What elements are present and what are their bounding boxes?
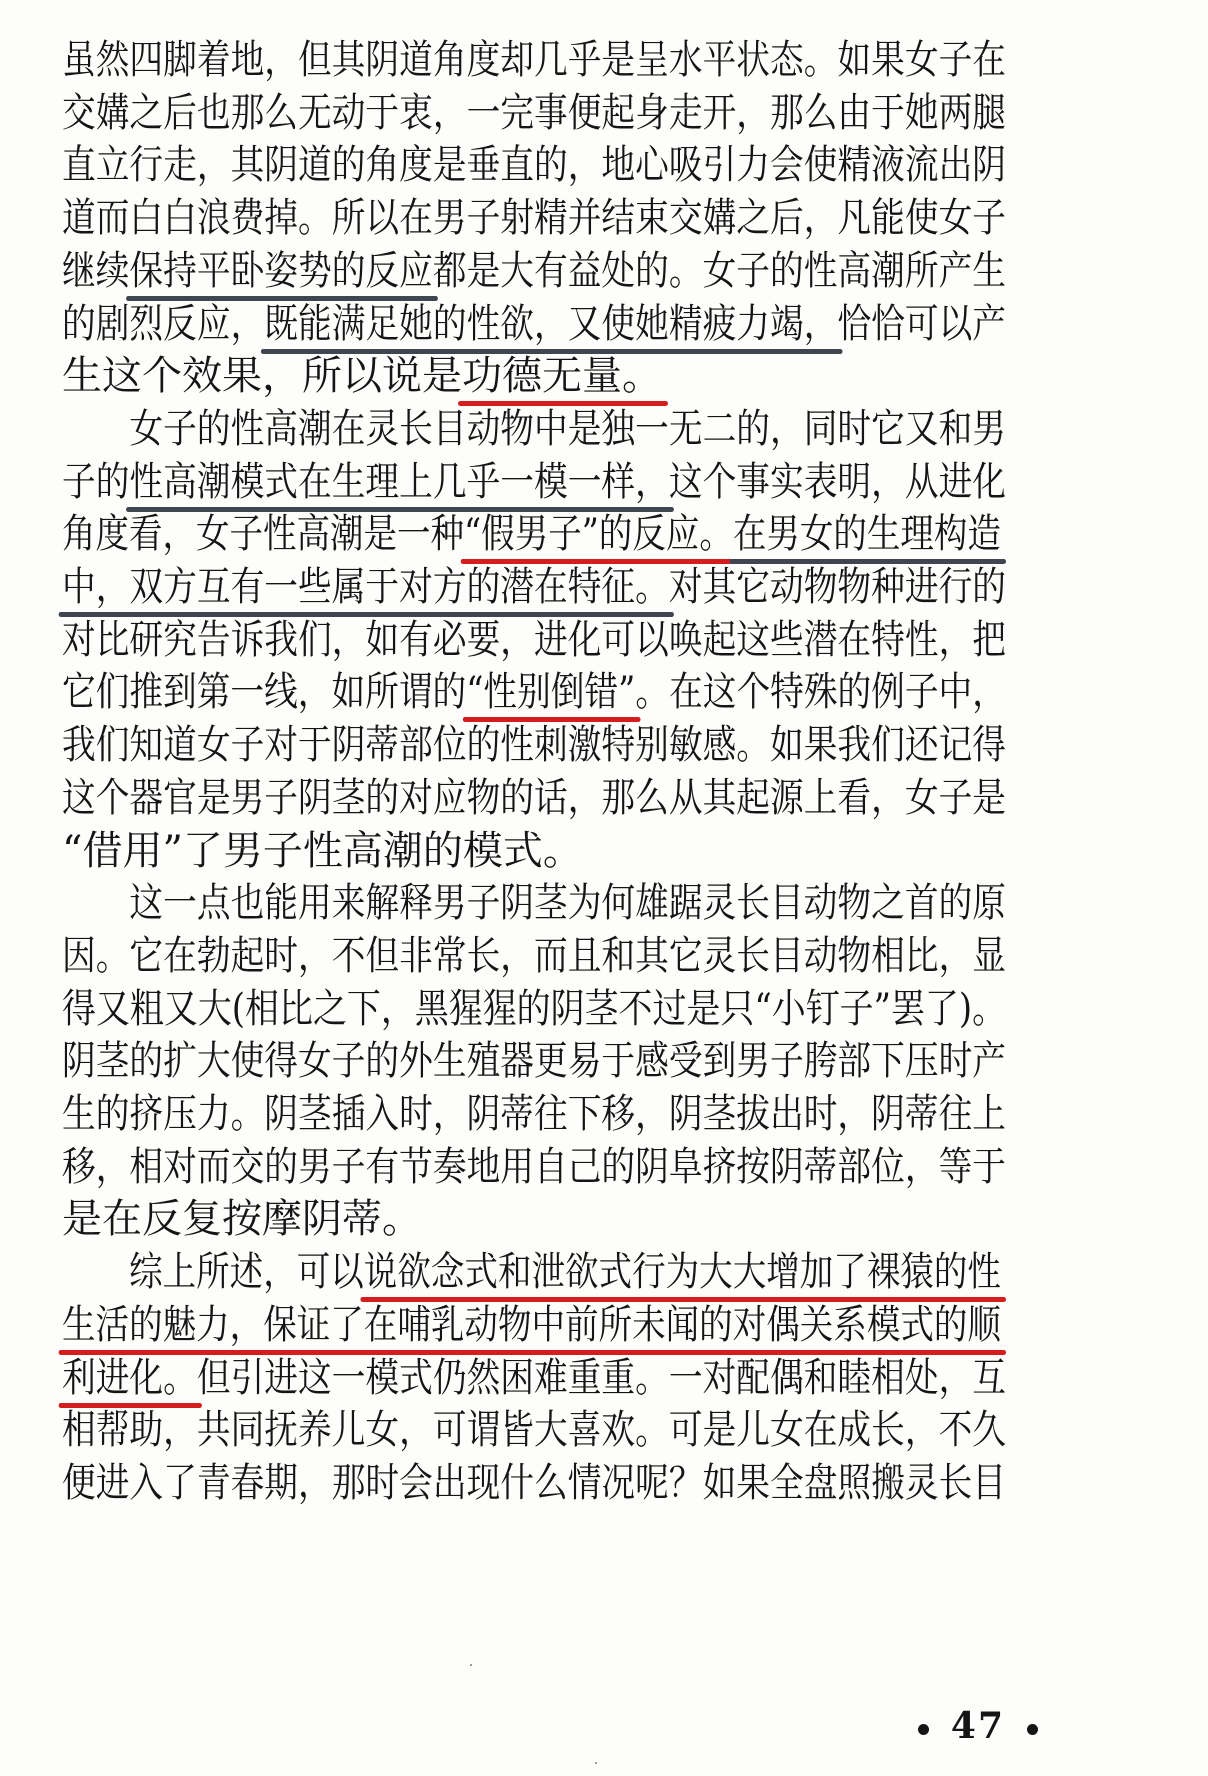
print-speck xyxy=(470,1664,472,1666)
text-segment: 的剧烈反应， xyxy=(62,300,265,347)
highlighted-phrase-red: 功德无量。 xyxy=(462,353,662,400)
text-segment: 生这个效果，所以说是 xyxy=(62,353,462,400)
text-segment: 是在反复按摩阴蒂。 xyxy=(62,1196,422,1243)
text-line xyxy=(62,348,662,404)
text-line xyxy=(62,137,1006,193)
text-line xyxy=(62,1350,1006,1406)
highlighted-phrase-grey: 中，双方互有一些属于对方的潜在特征。 xyxy=(62,564,669,610)
text-line xyxy=(62,717,1006,773)
text-segment: 因。它在勃起时，不但非常长，而且和其它灵长目动物相比，显 xyxy=(62,932,1006,979)
text-segment: 这个事实表明，从进化 xyxy=(668,458,1006,505)
page-footer xyxy=(896,1705,1060,1747)
highlighted-phrase-red: 利进化。 xyxy=(62,1354,197,1401)
text-segment: 我们知道女子对于阴蒂部位的性刺激特别敏感。如果我们还记得 xyxy=(62,722,1006,769)
text-segment: 移，相对而交的男子有节奏地用自己的阴阜挤按阴蒂部位，等于 xyxy=(62,1143,1006,1190)
text-line xyxy=(62,506,1001,562)
text-line xyxy=(62,1033,1006,1089)
text-segment: 对比研究告诉我们，如有必要，进化可以唤起这些潜在特性，把 xyxy=(62,616,1006,663)
text-line xyxy=(62,1455,1006,1511)
highlighted-phrase-grey: 在男女的生理构造 xyxy=(732,511,1001,558)
highlighted-phrase-red: “性别倒错” xyxy=(466,669,636,716)
text-segment: 虽然四脚着地，但其阴道角度却几乎是呈水平状态。如果女子在 xyxy=(62,37,1006,83)
text-segment: 便进入了青春期，那时会出现什么情况呢？如果全盘照搬灵长目 xyxy=(62,1459,1006,1506)
text-segment: 综上所述，可以 xyxy=(62,1249,364,1296)
text-segment: 阴茎的扩大使得女子的外生殖器更易于感受到男子胯部下压时产 xyxy=(62,1038,1006,1085)
text-segment: 子的 xyxy=(62,458,130,505)
text-segment: 它们推到第一线，如所谓的 xyxy=(62,669,467,716)
text-line xyxy=(62,664,1006,720)
text-line xyxy=(62,32,1006,88)
text-line xyxy=(62,875,1006,931)
text-segment: 对其它动物物种进行的 xyxy=(668,564,1006,610)
text-line xyxy=(62,1191,422,1247)
text-segment: 角度看，女子性高潮是一种 xyxy=(62,511,465,558)
text-line xyxy=(62,1402,1006,1458)
text-segment: 女子的性高潮在灵长目动物中是独一无二的，同时它又和男 xyxy=(62,405,1006,452)
print-speck xyxy=(595,1762,597,1764)
text-segment: 。在这个特殊的例子中， xyxy=(635,669,1006,716)
text-line xyxy=(62,981,1006,1037)
text-segment: 恰恰可以产 xyxy=(837,300,1006,347)
highlighted-phrase-grey: 性高潮模式在生理上几乎一模一样， xyxy=(129,458,669,505)
text-line xyxy=(62,296,1006,352)
text-segment: 道而白白浪费掉。所以在男子射精并结束交媾之后，凡能使女子 xyxy=(62,195,1006,242)
text-segment: 继续 xyxy=(62,247,130,294)
text-line xyxy=(62,823,583,879)
text-segment: 相帮助，共同抚养儿女，可谓皆大喜欢。可是儿女在成长，不久 xyxy=(62,1407,1006,1454)
highlighted-phrase-grey: 保持平卧姿势的反应 xyxy=(129,247,433,294)
bullet-dot-right xyxy=(1027,1724,1038,1735)
text-segment: 这个器官是男子阴茎的对应物的话，那么从其起源上看，女子是 xyxy=(62,774,1006,821)
text-segment: 得又粗又大(相比之下，黑猩猩的阴茎不过是只“小钉子”罢了)。 xyxy=(62,985,1007,1032)
text-line xyxy=(62,190,1006,246)
text-segment: 生的挤压力。阴茎插入时，阴蒂往下移，阴茎拔出时，阴蒂往上 xyxy=(62,1091,1006,1137)
text-segment: 都是大有益处的。女子的性高潮所产生 xyxy=(432,247,1006,294)
highlighted-phrase-red: “假男子”的反应。 xyxy=(464,511,733,558)
page-number: 47 xyxy=(950,1705,1005,1747)
highlighted-phrase-grey: 既能满足她的性欲，又使她精疲力竭， xyxy=(264,300,838,347)
text-segment: 这一点也能用来解释男子阴茎为何雄踞灵长目动物之首的原 xyxy=(62,880,1006,927)
text-line xyxy=(62,1139,1006,1195)
text-segment: 但引进这一模式仍然困难重重。一对配偶和睦相处，互 xyxy=(196,1354,1006,1401)
text-segment: 直立行走，其阴道的角度是垂直的，地心吸引力会使精液流出阴 xyxy=(62,142,1006,189)
highlighted-phrase-red: 说欲念式和泄欲式行为大大增加了裸猿的性 xyxy=(363,1249,1001,1296)
text-line xyxy=(62,85,1006,141)
text-line xyxy=(62,770,1006,826)
text-segment: “借用”了男子性高潮的模式。 xyxy=(62,827,583,874)
text-line xyxy=(62,612,1006,668)
text-line xyxy=(62,401,1006,457)
text-segment: 交媾之后也那么无动于衷，一完事便起身走开，那么由于她两腿 xyxy=(62,89,1006,136)
highlighted-phrase-red: 保证了在哺乳动物中前所未闻的对偶关系模式的顺 xyxy=(263,1301,1001,1348)
text-line xyxy=(62,1297,1001,1353)
text-line xyxy=(62,928,1006,984)
text-line xyxy=(62,559,1006,615)
bullet-dot-left xyxy=(918,1724,929,1735)
text-line xyxy=(62,1244,1001,1300)
text-line xyxy=(62,243,1006,299)
text-line xyxy=(62,1086,1006,1142)
highlighted-phrase-red: 生活的魅力， xyxy=(62,1301,264,1348)
text-line xyxy=(62,454,1006,510)
